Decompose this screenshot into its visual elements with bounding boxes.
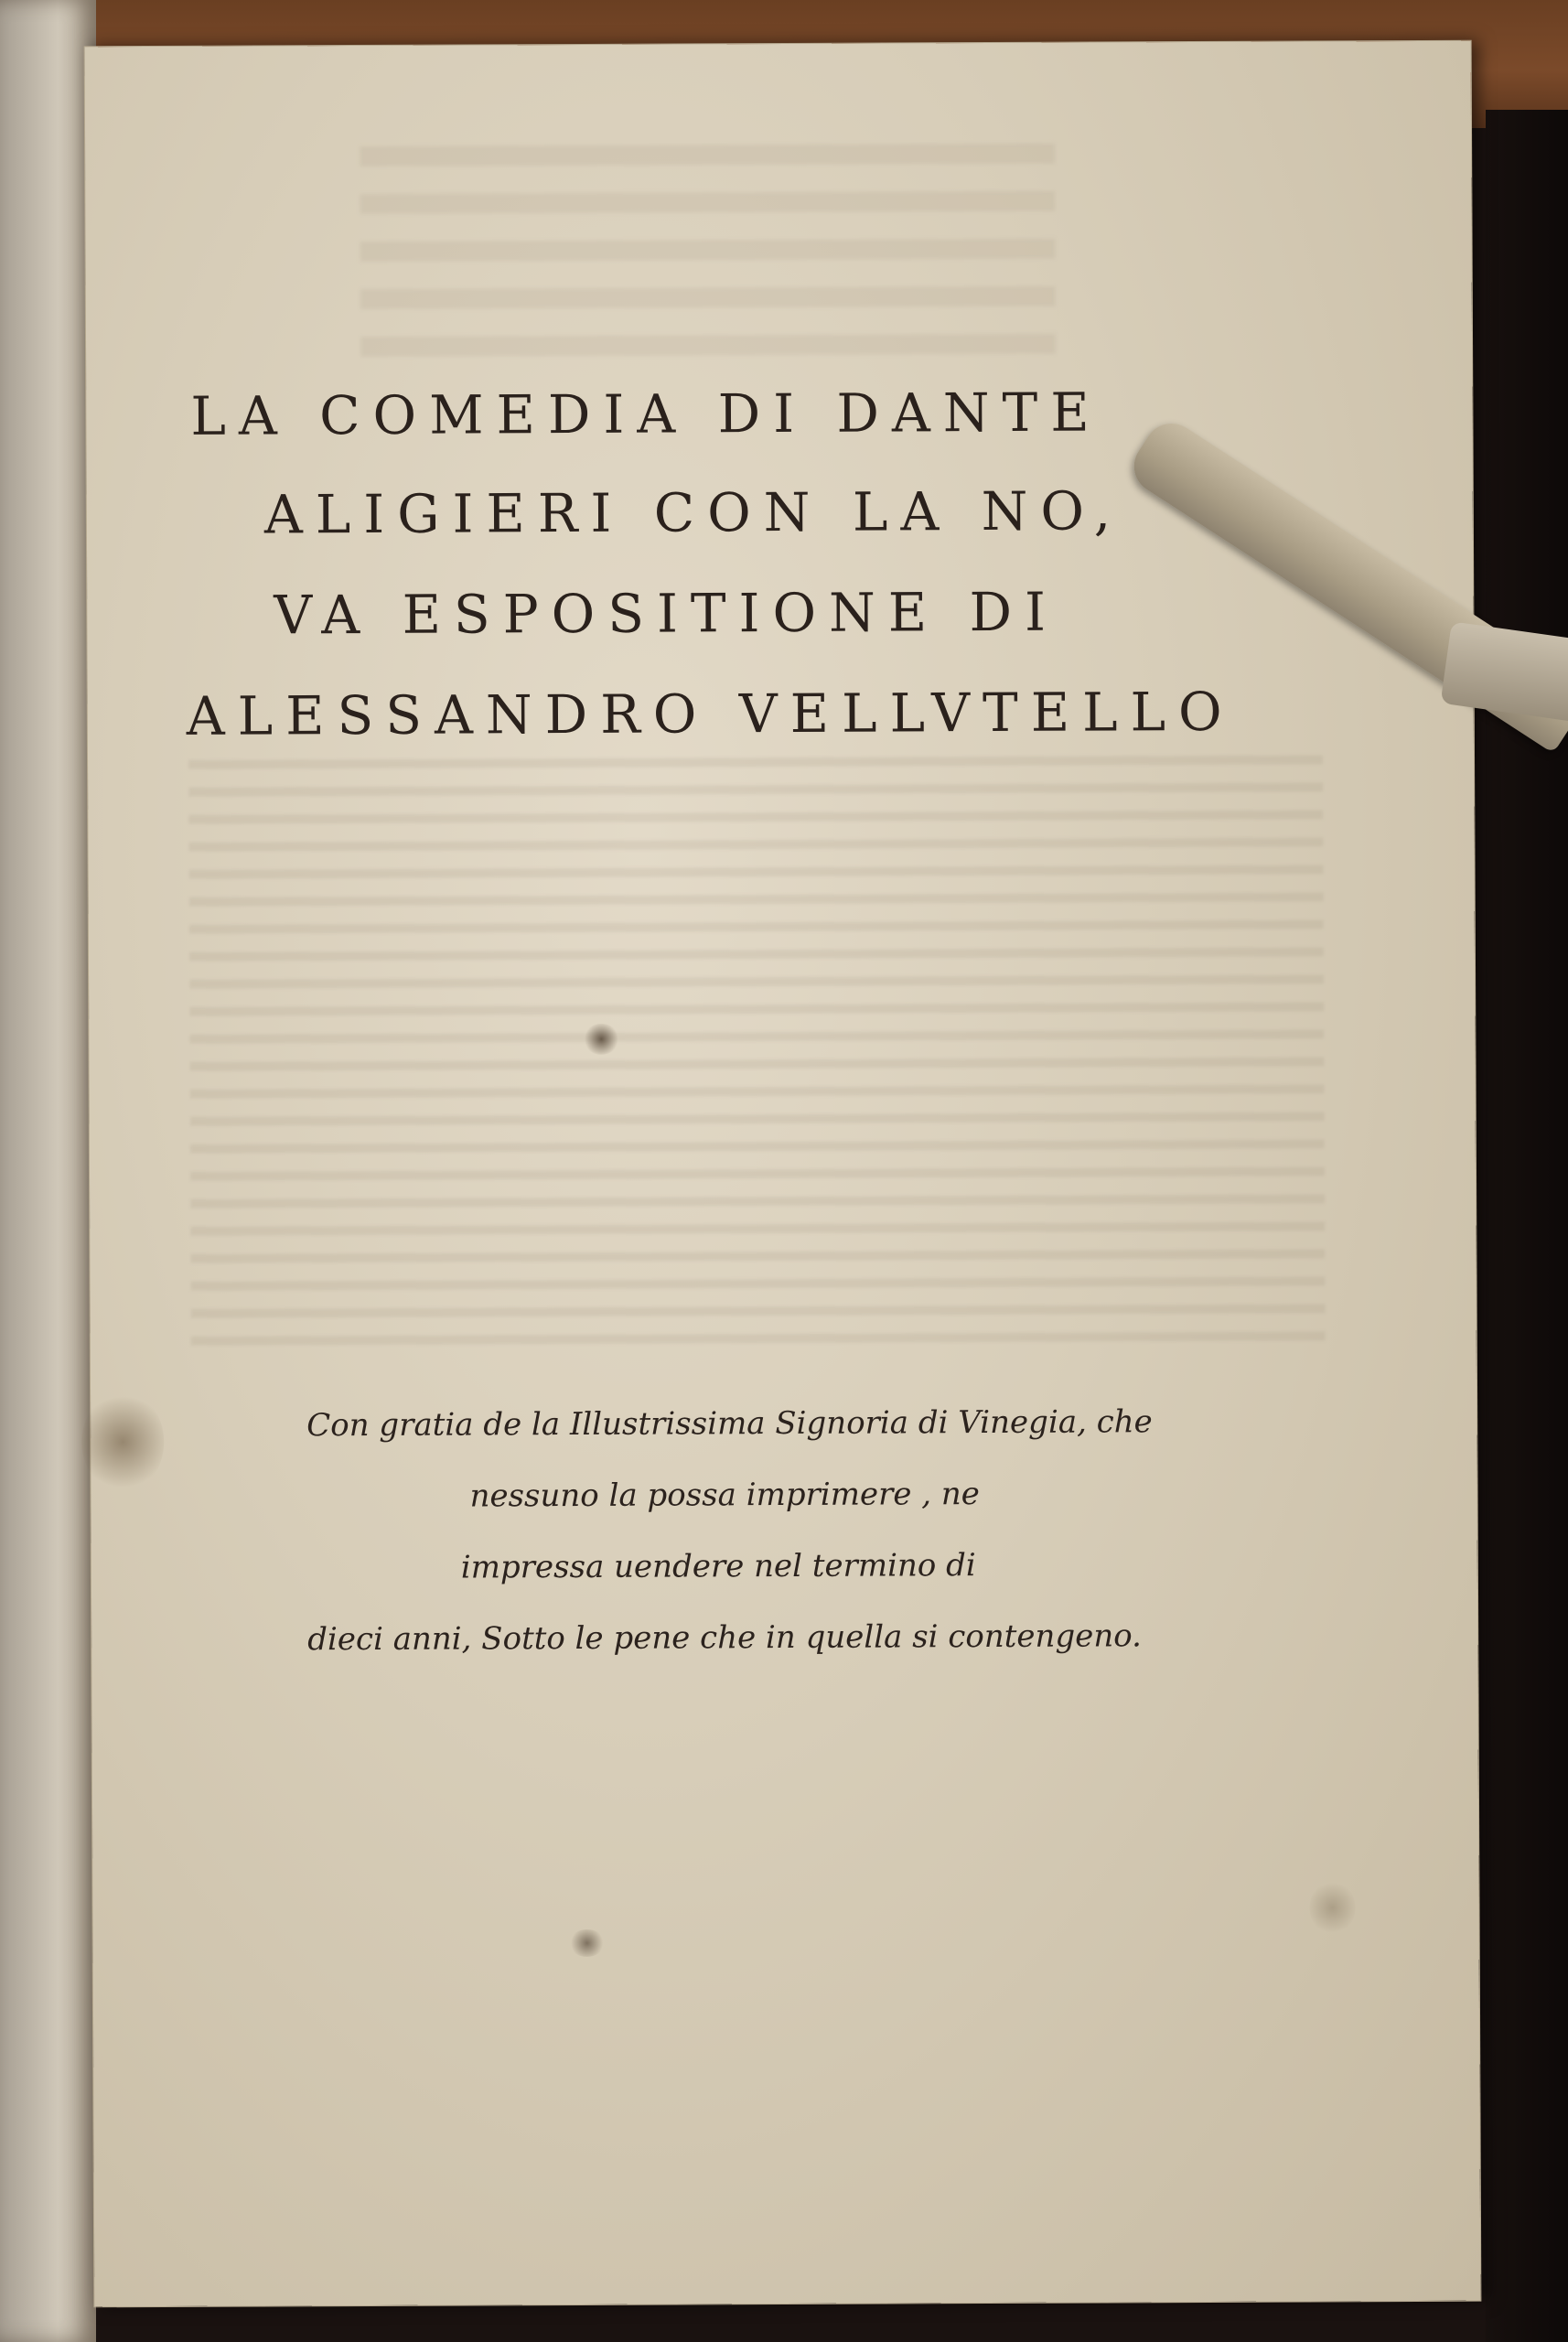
privilege-line-1: Con gratia de la Illustrissima Signoria di Vinegia, che [306, 1403, 1153, 1445]
foxing-stain [81, 1391, 164, 1492]
background-shadow [1486, 110, 1568, 2342]
title-line-1: LA COMEDIA DI DANTE [190, 381, 1102, 447]
privilege-line-4: dieci anni, Sotto le pene che in quella si contengeno. [307, 1617, 1142, 1659]
ink-spot [569, 1929, 606, 1957]
foxing-stain [1309, 1880, 1355, 1935]
facing-page-edge [0, 0, 96, 2342]
privilege-line-2: nessuno la possa imprimere , ne [469, 1476, 980, 1515]
title-line-2: ALIGIERI CON LA NO, [263, 479, 1124, 546]
privilege-line-3: impressa uendere nel termino di [460, 1547, 976, 1586]
title-page [85, 41, 1481, 2307]
title-line-3: VA ESPOSITIONE DI [274, 580, 1059, 647]
ink-spot [583, 1024, 619, 1055]
title-line-4: ALESSANDRO VELLVTELLO [186, 680, 1235, 747]
